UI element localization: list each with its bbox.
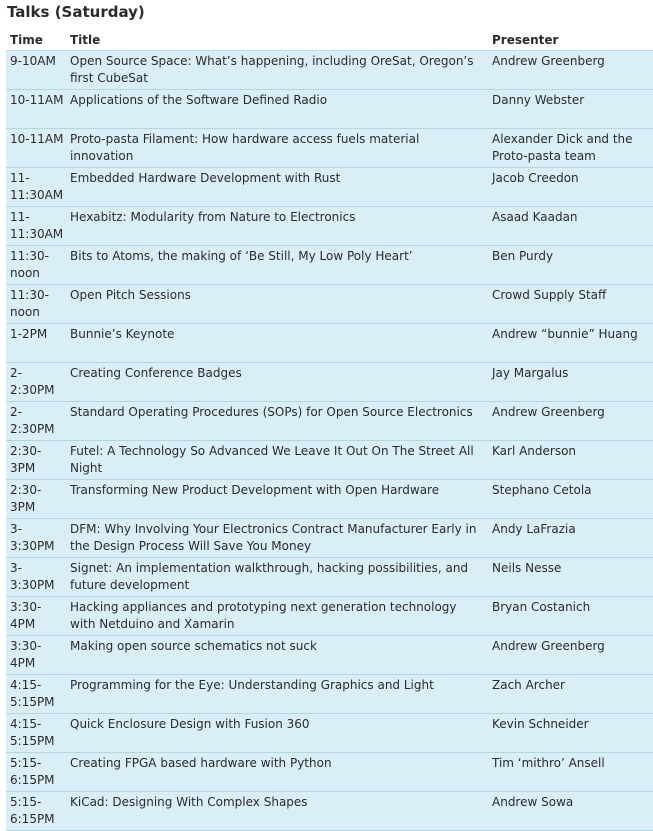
talk-presenter: Andrew Greenberg	[488, 636, 653, 675]
talk-title: Transforming New Product Development with Open Hardware	[66, 480, 488, 519]
talk-presenter: Karl Anderson	[488, 441, 653, 480]
table-header	[6, 30, 653, 51]
table-row	[6, 441, 653, 480]
talk-title: Hacking appliances and prototyping next generation technology with Netduino and Xamarin	[66, 597, 488, 636]
talk-title: Embedded Hardware Development with Rust	[66, 168, 488, 207]
talk-presenter: Kevin Schneider	[488, 714, 653, 753]
table-body	[6, 51, 653, 831]
talk-title: Creating Conference Badges	[66, 363, 488, 402]
table-row	[6, 324, 653, 363]
talk-title: Open Pitch Sessions	[66, 285, 488, 324]
talk-presenter: Andy LaFrazia	[488, 519, 653, 558]
table-row	[6, 168, 653, 207]
talk-time: 4:15-​5:15PM	[6, 714, 66, 753]
table-row	[6, 636, 653, 675]
table-row	[6, 129, 653, 168]
table-row	[6, 558, 653, 597]
table-row	[6, 675, 653, 714]
column-header-time: Time	[6, 30, 66, 51]
table-row	[6, 402, 653, 441]
table-row	[6, 51, 653, 90]
table-row	[6, 207, 653, 246]
talk-title: Hexabitz: Modularity from Nature to Electronics	[66, 207, 488, 246]
talk-presenter: Stephano Cetola	[488, 480, 653, 519]
talk-time: 3-​3:30PM	[6, 519, 66, 558]
talk-time: 2:30-​3PM	[6, 441, 66, 480]
talk-time: 11-​11:30AM	[6, 207, 66, 246]
talk-presenter: Tim ‘mithro’ Ansell	[488, 753, 653, 792]
talk-time: 11:30-​noon	[6, 246, 66, 285]
talk-title: Open Source Space: What’s happening, including OreSat, Oregon’s first CubeSat	[66, 51, 488, 90]
table-row	[6, 792, 653, 831]
talk-presenter: Danny Webster	[488, 90, 653, 129]
talk-presenter: Ben Purdy	[488, 246, 653, 285]
table-row	[6, 480, 653, 519]
talk-presenter: Andrew Sowa	[488, 792, 653, 831]
talks-table	[6, 30, 653, 831]
talk-time: 5:15-​6:15PM	[6, 792, 66, 831]
talk-presenter: Neils Nesse	[488, 558, 653, 597]
talk-time: 3:30-​4PM	[6, 597, 66, 636]
table-row	[6, 90, 653, 129]
talk-title: Applications of the Software Defined Radio	[66, 90, 488, 129]
talk-title: Standard Operating Procedures (SOPs) for Open Source Electronics	[66, 402, 488, 441]
talk-title: Making open source schematics not suck	[66, 636, 488, 675]
table-row	[6, 597, 653, 636]
talk-time: 11:30-​noon	[6, 285, 66, 324]
talk-title: DFM: Why Involving Your Electronics Contract Manufacturer Early in the Design Process Will Save You Money	[66, 519, 488, 558]
column-header-presenter: Presenter	[488, 30, 653, 51]
talk-title: Quick Enclosure Design with Fusion 360	[66, 714, 488, 753]
talk-time: 10-​11AM	[6, 90, 66, 129]
talk-time: 5:15-​6:15PM	[6, 753, 66, 792]
talk-time: 10-​11AM	[6, 129, 66, 168]
talk-presenter: Asaad Kaadan	[488, 207, 653, 246]
talk-presenter: Andrew “bunnie” Huang	[488, 324, 653, 363]
talk-presenter: Alexander Dick and the Proto-pasta team	[488, 129, 653, 168]
page-title: Talks (Saturday)	[7, 3, 145, 21]
talk-time: 3:30-​4PM	[6, 636, 66, 675]
talk-time: 4:15-​5:15PM	[6, 675, 66, 714]
talk-presenter: Crowd Supply Staff	[488, 285, 653, 324]
talk-presenter: Jay Margalus	[488, 363, 653, 402]
talk-title: Futel: A Technology So Advanced We Leave It Out On The Street All Night	[66, 441, 488, 480]
table-row	[6, 285, 653, 324]
talk-title: Programming for the Eye: Understanding Graphics and Light	[66, 675, 488, 714]
header-row	[6, 30, 653, 51]
talk-time: 2-​2:30PM	[6, 363, 66, 402]
talk-presenter: Andrew Greenberg	[488, 402, 653, 441]
talk-time: 2-​2:30PM	[6, 402, 66, 441]
talk-presenter: Bryan Costanich	[488, 597, 653, 636]
table-row	[6, 519, 653, 558]
table-row	[6, 753, 653, 792]
table-row	[6, 363, 653, 402]
column-header-title: Title	[66, 30, 488, 51]
talk-presenter: Zach Archer	[488, 675, 653, 714]
talk-title: Proto-pasta Filament: How hardware access fuels material innovation	[66, 129, 488, 168]
table-row	[6, 714, 653, 753]
talk-title: Bunnie’s Keynote	[66, 324, 488, 363]
talk-time: 11-​11:30AM	[6, 168, 66, 207]
talk-title: Bits to Atoms, the making of ‘Be Still, My Low Poly Heart’	[66, 246, 488, 285]
talk-presenter: Andrew Greenberg	[488, 51, 653, 90]
talk-presenter: Jacob Creedon	[488, 168, 653, 207]
talk-time: 9-10AM	[6, 51, 66, 90]
talk-title: KiCad: Designing With Complex Shapes	[66, 792, 488, 831]
talk-time: 3-​3:30PM	[6, 558, 66, 597]
talk-title: Signet: An implementation walkthrough, hacking possibilities, and future development	[66, 558, 488, 597]
talk-title: Creating FPGA based hardware with Python	[66, 753, 488, 792]
talk-time: 1-2PM	[6, 324, 66, 363]
talk-time: 2:30-​3PM	[6, 480, 66, 519]
table-row	[6, 246, 653, 285]
